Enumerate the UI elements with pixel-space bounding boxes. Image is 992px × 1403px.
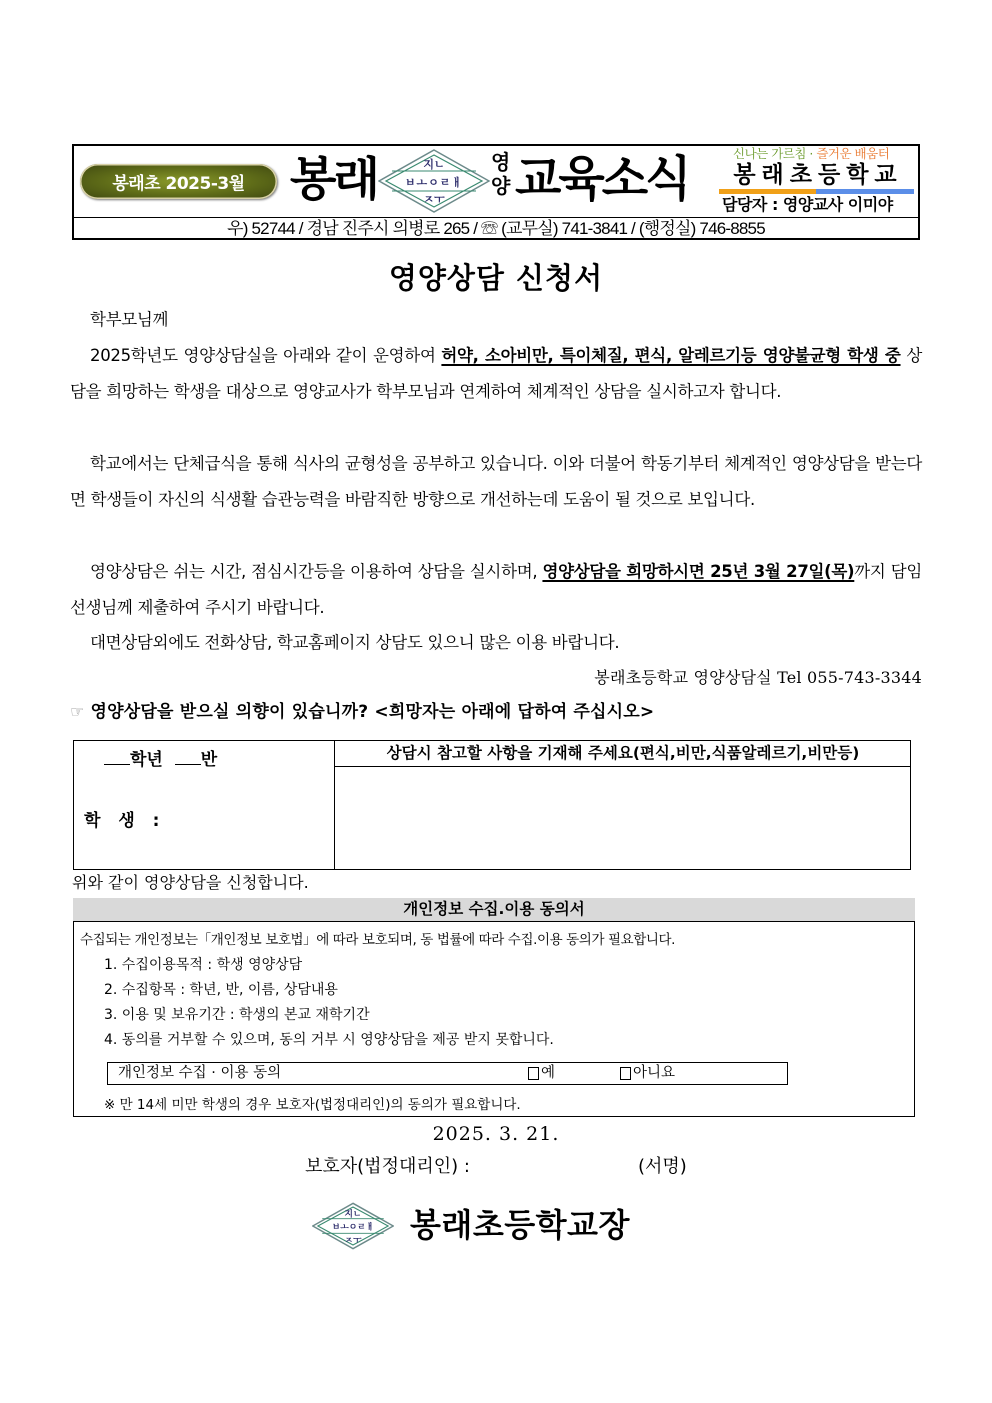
agree-no-checkbox[interactable]: 아니요	[620, 1063, 675, 1084]
paragraph-purpose: 학교에서는 단체급식을 통해 식사의 균형성을 공부하고 있습니다. 이와 더불어 학동기부터 체계적인 영양상담을 받는다면 학생들이 자신의 식생활 습관능력을 바람직한 방향으로 개선하는데 도움이 될 것으로 보입니다.	[70, 454, 922, 509]
guardian-signature-label[interactable]: 보호자(법정대리인) :	[305, 1156, 470, 1177]
school-logo-icon	[312, 1202, 394, 1250]
slogan-part-1: 신나는 가르침 ·	[733, 146, 817, 161]
slogan-part-2: 즐거운 배움터	[816, 146, 890, 161]
svg-text:지ㄴ: 지ㄴ	[423, 158, 445, 171]
minor-consent-note: ※ 만 14세 미만 학생의 경우 보호자(법정대리인)의 동의가 필요합니다.	[104, 1097, 521, 1113]
issue-badge: 봉래초 2025-3월	[80, 164, 277, 199]
paragraph-other-services: 대면상담외에도 전화상담, 학교홈페이지 상담도 있으니 많은 이용 바랍니다.	[90, 633, 620, 652]
pointing-hand-icon: ☞	[70, 702, 85, 721]
class-blank[interactable]	[175, 748, 201, 765]
svg-text:지ㄴ: 지ㄴ	[344, 1209, 362, 1220]
grade-class-field[interactable]: 학년 반	[104, 748, 217, 772]
consent-item: 4. 동의를 거부할 수 있으며, 동의 거부 시 영양상담을 제공 받지 못합니다.	[104, 1032, 554, 1048]
checkbox-icon[interactable]	[620, 1067, 631, 1080]
svg-text:ㅂㅗㅇㄹㅐ: ㅂㅗㅇㄹㅐ	[331, 1222, 375, 1233]
document-date: 2025. 3. 21.	[432, 1123, 560, 1145]
target-students-emphasis: 허약, 소아비만, 특이체질, 편식, 알레르기등 영양불균형 학생 중	[441, 346, 901, 365]
svg-text:ㅈㅜ: ㅈㅜ	[423, 193, 445, 206]
notes-input-area[interactable]	[336, 768, 910, 869]
color-bar	[719, 189, 914, 194]
school-logo-icon	[378, 149, 490, 213]
contact-line: 봉래초등학교 영양상담실 Tel 055-743-3344	[594, 668, 922, 687]
brand-nutrition-label: 영양	[491, 150, 511, 198]
greeting: 학부모님께	[90, 310, 169, 329]
consent-items	[104, 953, 554, 1053]
consent-title: 개인정보 수집.이용 동의서	[73, 898, 915, 922]
school-name: 봉래초등학교	[733, 162, 903, 188]
signature-field[interactable]: (서명)	[638, 1156, 687, 1177]
student-name-field[interactable]: 학 생 :	[84, 811, 166, 831]
deadline-emphasis: 영양상담을 희망하시면 25년 3월 27일(목)	[542, 562, 855, 581]
paragraph-intro: 2025학년도 영양상담실을 아래와 같이 운영하여 허약, 소아비만, 특이체질, 편식, 알레르기등 영양불균형 학생 중 상담을 희망하는 학생을 대상으로 영양교사가 학부모님과 연계하여 체계적인 상담을 실시하고자 합니다.	[70, 346, 922, 401]
brand-title-right: 교육소식	[515, 151, 689, 207]
svg-text:ㅈㅜ: ㅈㅜ	[344, 1235, 362, 1246]
principal-signature: 봉래초등학교장	[410, 1206, 630, 1244]
grade-blank[interactable]	[104, 748, 130, 765]
agree-yes-checkbox[interactable]: 예	[528, 1063, 555, 1084]
consent-item: 3. 이용 및 보유기간 : 학생의 본교 재학기간	[104, 1007, 370, 1023]
apply-statement: 위와 같이 영양상담을 신청합니다.	[72, 873, 309, 892]
school-address: 우) 52744 / 경남 진주시 의병로 265 / ☏ (교무실) 741-3841 / (행정실) 746-8855	[227, 219, 765, 238]
consent-item: 1. 수집이용목적 : 학생 영양상담	[104, 957, 303, 973]
notes-header: 상담시 참고할 사항을 기재해 주세요(편식,비만,식품알레르기,비만등)	[335, 740, 911, 767]
svg-text:ㅂㅗㅇㄹㅐ: ㅂㅗㅇㄹㅐ	[404, 176, 464, 189]
staff-in-charge: 담당자 : 영양교사 이미야	[722, 195, 893, 214]
agreement-label: 개인정보 수집 · 이용 동의	[118, 1065, 282, 1081]
consent-item: 2. 수집항목 : 학년, 반, 이름, 상담내용	[104, 982, 338, 998]
checkbox-icon[interactable]	[528, 1067, 539, 1080]
consent-intro: 수집되는 개인정보는「개인정보 보호법」에 따라 보호되며, 동 법률에 따라 수집.이용 동의가 필요합니다.	[80, 932, 676, 948]
consent-agreement-row	[107, 1062, 788, 1085]
paragraph-deadline: 영양상담은 쉬는 시간, 점심시간등을 이용하여 상담을 실시하며, 영양상담을 희망하시면 25년 3월 27일(목)까지 담임선생님께 제출하여 주시기 바랍니다.	[70, 562, 922, 617]
application-question: ☞ 영양상담을 받으실 의향이 있습니까? <희망자는 아래에 답하여 주십시오>	[70, 702, 655, 722]
page-title: 영양상담 신청서	[388, 261, 604, 295]
brand-title-left: 봉래	[289, 152, 377, 206]
